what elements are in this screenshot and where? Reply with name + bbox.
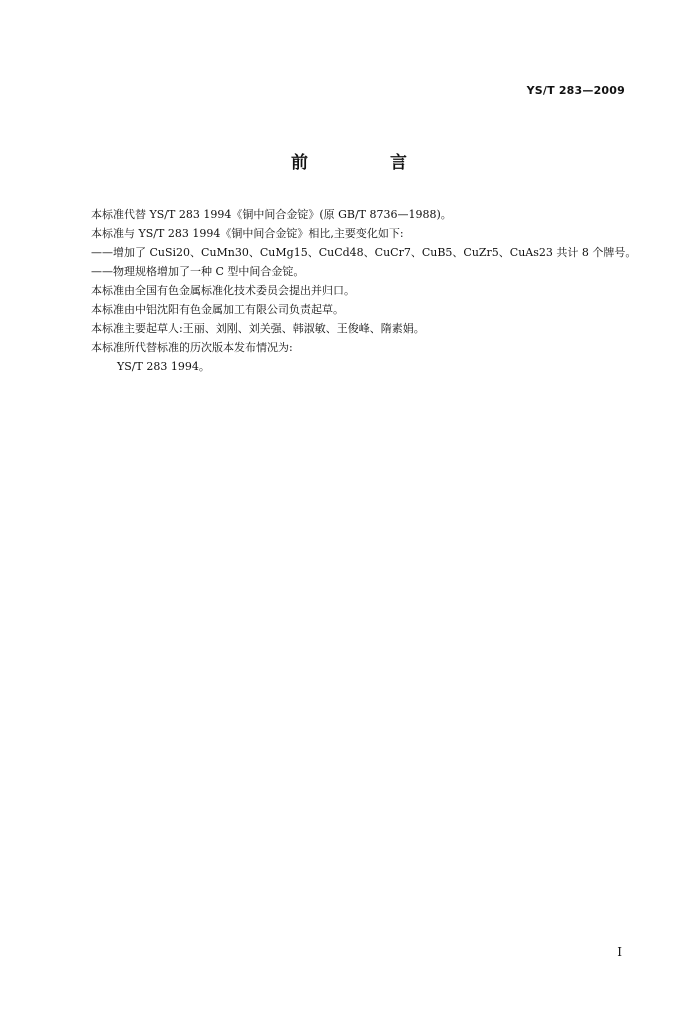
paragraph-proposed-by: 本标准由全国有色金属标准化技术委员会提出并归口。: [91, 284, 355, 297]
paragraph-drafted-by: 本标准由中铝沈阳有色金属加工有限公司负责起草。: [91, 303, 344, 316]
paragraph-drafters: 本标准主要起草人:王丽、刘刚、刘关强、韩淑敏、王俊峰、隋素娟。: [91, 322, 425, 335]
paragraph-history-intro: 本标准所代替标准的历次版本发布情况为:: [91, 341, 293, 354]
standard-code: YS/T 283—2009: [526, 84, 625, 97]
foreword-body: [91, 205, 637, 376]
paragraph-replaces: 本标准代替 YS/T 283 1994《铜中间合金锭》(原 GB/T 8736—1988)。: [91, 208, 452, 221]
paragraph-change-grades: ——增加了 CuSi20、CuMn30、CuMg15、CuCd48、CuCr7、CuB5、CuZr5、CuAs23 共计 8 个牌号。: [91, 246, 637, 259]
paragraph-changes-intro: 本标准与 YS/T 283 1994《铜中间合金锭》相比,主要变化如下:: [91, 227, 404, 240]
page-title: 前 言: [291, 153, 445, 173]
page-number: I: [617, 945, 622, 959]
paragraph-change-spec: ——物理规格增加了一种 C 型中间合金锭。: [91, 265, 305, 278]
paragraph-history-item: YS/T 283 1994。: [117, 360, 210, 373]
